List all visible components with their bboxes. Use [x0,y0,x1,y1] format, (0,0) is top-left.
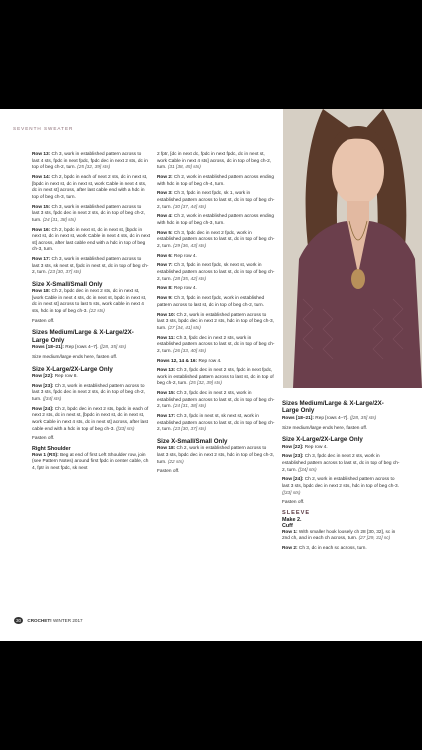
text-column-1 [32,152,150,476]
instruction-row [157,359,275,366]
row-label: Row 14: [32,174,51,180]
instruction-row [282,477,400,497]
row-text: Ch 2, work in established pattern across to last 3 sts, bpdc dec in next 2 sts, hdc in top of beg ch-3, turn. [157,446,274,465]
row-text: Rep row 4. [197,358,222,364]
text-column-3 [282,396,400,556]
instruction-row [157,214,275,227]
instruction-row [32,257,150,277]
instruction-row [32,289,150,315]
stitch-count: (24 [31, 38] sts) [173,404,207,410]
subsection-heading: Right Shoulder [32,446,71,453]
instruction-row [32,384,150,404]
section-heading: Size X-Small/Small Only [32,280,103,288]
instruction-row [282,454,400,474]
row-label: Rows [18–21]: [32,345,64,351]
issue-label: WINTER 2017 [52,618,83,623]
row-text: Ch 2, bpdc dec in next 2 sts, bpdc in each of next 2 sts, dc in next st, [bpdc in next st, dc in next st, work Cable in next 4 sts, dc in next st] across, after last cable end with a hdc in top of beg ch-3. [32,406,149,432]
stitch-count: (25 [32, 39] sts) [188,381,222,387]
instruction-row [282,426,400,433]
row-label: Row 7: [157,263,173,269]
instruction-row [282,445,400,452]
row-text: 2 fptr, [dc in next dc, fpdc in next fpdc, dc in next st, work Cable in next 4 sts] across, dc in top of beg ch-2, turn. [157,152,272,171]
section-heading: Size X-Small/Small Only [157,438,228,445]
row-label: Row 10: [157,312,176,318]
row-text: Ch 2, bpdc in each of next 2 sts, dc in next st, [bpdc in next st, dc in next st, work Cable in next 4 sts, dc in next st] across, after last cable end with a hdc in top of beg ch-3, turn. [32,174,148,200]
stitch-count: ([28, 35] sts) [349,415,377,421]
section-heading: Sizes Medium/Large & X-Large/2X-Large Only [282,400,384,415]
stitch-count: ([28, 35] sts) [99,345,127,351]
instruction-row [157,231,275,251]
row-label: Row [23]: [32,383,54,389]
row-text: Rep row 4. [172,253,197,259]
row-text: Rep [rows 4–7]. [63,345,100,351]
row-label: Row 16: [32,227,51,233]
instruction-row [32,407,150,433]
model-photo [283,109,422,388]
sleeve-heading: SLEEVE [282,510,311,517]
row-text: Ch 2, work in established pattern across to last 3 sts, bpdc dec in next 2 sts, hdc in top of beg ch-3. [282,477,399,489]
stitch-count: (24 [31, 38] sts) [42,217,76,223]
row-label: Row 17: [157,414,176,420]
instruction-row [32,374,150,381]
instruction-row [157,191,275,211]
instruction-row [157,313,275,333]
row-text: Fasten off. [32,318,55,324]
row-label: Row 11: [157,335,175,341]
row-label: Row 1: [282,529,298,535]
row-label: Row 2: [157,174,173,180]
instruction-row [157,469,275,476]
instruction-row [157,391,275,411]
row-label: Row 6: [157,253,173,259]
row-text: Ch 3, fpdc dec in next 2 sts, fpdc in next fpdc, work in established pattern across to last st, dc in top of beg ch-2, turn. [157,368,274,387]
row-label: Row 1 (RS): [32,452,59,458]
instruction-row [282,416,400,423]
instruction-row [32,205,150,225]
row-label: Row 17: [32,257,51,263]
row-text: Ch 3, fpdc dec in next 2 fpdc, work in established pattern across to last st, dc in top of beg ch-2, turn. [157,230,275,249]
row-label: Rows [18–21]: [282,415,314,421]
row-text: Fasten off. [32,436,55,442]
instruction-row [32,345,150,352]
page-footer [14,618,83,623]
text-column-2 [157,152,275,479]
stitch-count: (25 [32, 39] sts) [77,165,111,171]
row-text: Fasten off. [157,469,180,475]
section-header: SEVENTH SWEATER [13,126,74,131]
instruction-row [157,296,275,309]
stitch-count: (27 [34, 41] sts) [167,325,201,331]
row-text: Ch 2, bpdc in next st, dc in next st, [bpdc in next st, dc in next st, work Cable in next 4 sts, dc in next st] across, after last cable end with a hdc in top of beg ch-3, turn. [32,227,151,253]
instruction-row [157,175,275,188]
row-label: Row 15: [157,391,176,397]
row-text: Ch 3, work in established pattern across to last 3 sts, fpdc dec in next 2 sts, dc in top of beg ch-2, turn. [32,204,146,223]
instruction-row [157,336,275,356]
magazine-name: CROCHET! [27,618,52,623]
row-text: With smaller hook loosely ch 28 [30, 32], sc in 2nd ch, and in each ch across, turn. [282,529,396,542]
row-text: Ch 3, work in established pattern across to last 3 sts, fpdc dec in next 2 sts, dc in top of beg ch-2, turn. [32,383,146,402]
row-label: Row 13: [32,152,51,157]
row-label: Row 3: [157,191,173,197]
row-label: Row 18: [32,289,51,295]
section-heading: Size X-Large/2X-Large Only [282,436,363,444]
row-text: Ch 3, fpdc dec in next 2 sts, work in established pattern across to last st, dc in top of beg ch-2, turn. [157,391,275,410]
row-text: Ch 3, fpdc in next fpdc, work in established pattern across to last st, dc in top of beg ch-2, turn. [157,296,265,308]
stitch-count: (22 sts) [167,459,184,465]
row-text: Ch 3, fpdc in next fpdc, sk next st, work in established pattern across to last st, dc in top of beg ch-2, turn. [157,263,275,282]
instruction-row [157,263,275,283]
row-label: Row [23]: [282,454,304,460]
stitch-count: (31 [38, 45] sts) [167,165,201,171]
row-label: Row [24]: [32,406,54,412]
row-label: Row 2: [282,546,298,552]
instruction-row [157,446,275,466]
row-text: Ch 2, work in established pattern across ending with hdc in top of beg ch-4, turn. [157,174,274,187]
row-text: Ch 3, work in established pattern across to last 3 sts, sk next st, fpdc in next st, dc in top of beg ch-2, turn. [32,257,149,276]
instruction-row [282,546,400,553]
instruction-row [157,368,275,388]
stitch-count: ([34] sts) [42,396,62,402]
stitch-count: ([33] sts) [115,426,135,432]
row-label: Row 18: [157,446,176,452]
row-text: Ch 3, fpdc dec in next 2 sts, work in established pattern across to last st, dc in top of beg ch-2, turn. [157,335,275,354]
stitch-count: (29 [36, 43] sts) [173,243,207,249]
page-number: 30 [16,618,22,623]
stitch-count: (23 [30, 37] sts) [48,270,82,276]
row-text: Rep [rows 4–7]. [313,415,350,421]
row-text: Ch 3, fpdc dec in next 2 sts, work in established pattern across to last st, dc in top of beg ch-2, turn. [282,454,400,473]
stitch-count: (30 [37, 44] sts) [173,204,207,210]
instruction-row [32,152,150,172]
row-text: Ch 2, bpdc dec in next 2 sts, dc in next st, [work Cable in next 4 sts, dc in next st, bpdc in next st, dc in next st] across to last 5 sts, work cable in next 4 sts, hdc in top of beg ch-3. [32,289,147,315]
instruction-row [157,414,275,434]
row-label: Rows 12, 14 & 16: [157,358,198,364]
stitch-count: ([33] sts) [282,490,301,496]
row-label: Row 8: [157,286,173,292]
row-label: Row 13: [157,368,176,374]
stitch-count: (27 [29, 31] sc) [358,536,391,542]
row-text: Ch 3, fpdc in next fpdc, sk 1, work in established pattern across to last st, dc in top of beg ch-2, turn. [157,191,275,210]
instruction-row [32,175,150,201]
row-text: Fasten off. [282,500,305,506]
stitch-count: (28 [35, 42] sts) [173,276,207,282]
instruction-row [32,453,150,473]
row-text: Ch 3, dc in each sc across, turn. [297,546,367,552]
row-text: Ch 3, fpdc in next st, sk next st, work in established pattern across to last st, dc in top of beg ch-2, turn. [157,414,275,433]
model-illustration [283,109,422,388]
instruction-row [157,152,275,172]
row-text: Beg at end of first Left Shoulder row, join (see Pattern Notes) around first fpdc in center cable, ch 4, fptr in next fpdc, sk next [32,452,149,471]
subsection-heading: Cuff [282,523,293,530]
stitch-count: ([34] sts) [298,467,317,473]
row-text: Ch 3, work in established pattern across to last 4 sts, fpdc in next fpdc, fpdc dec in next 2 sts, dc in top of beg ch-2, turn. [32,152,148,171]
row-text: Rep row 4. [303,444,328,450]
row-label: Row 5: [157,230,173,236]
row-label: Row 9: [157,296,173,302]
row-text: Size medium/large ends here, fasten off. [32,355,118,360]
section-heading: Sizes Medium/Large & X-Large/2X-Large Only [32,329,134,344]
row-text: Size medium/large ends here, fasten off. [282,425,368,431]
section-heading: Size X-Large/2X-Large Only [32,365,113,373]
magazine-page [0,109,422,641]
instruction-row [157,286,275,293]
instruction-row [32,355,150,362]
instruction-row [32,228,150,254]
instruction-row [282,530,400,543]
instruction-row [32,319,150,326]
stitch-count: (22 sts) [89,309,105,315]
row-text: Rep row 4. [172,286,197,292]
row-text: Ch 2, work in established pattern across ending with hdc in top of beg ch-3, turn. [157,214,274,226]
row-label: Row [22]: [32,374,54,379]
row-label: Row [24]: [282,477,304,483]
stitch-count: (26 [33, 40] sts) [173,348,207,354]
row-text: Ch 2, work in established pattern across to last 3 sts, bpdc dec in next 2 sts, hdc in top of beg ch-3, turn. [157,312,274,331]
row-label: Row 15: [32,204,51,210]
row-label: Row [22]: [282,444,304,450]
instruction-row [32,436,150,443]
subsection-heading: Make 2. [282,516,302,523]
stitch-count: (23 [30, 37] sts) [173,427,207,433]
row-label: Row 4: [157,214,173,220]
instruction-row [282,500,400,507]
instruction-row [157,254,275,261]
row-text: Rep row 8. [53,374,78,379]
